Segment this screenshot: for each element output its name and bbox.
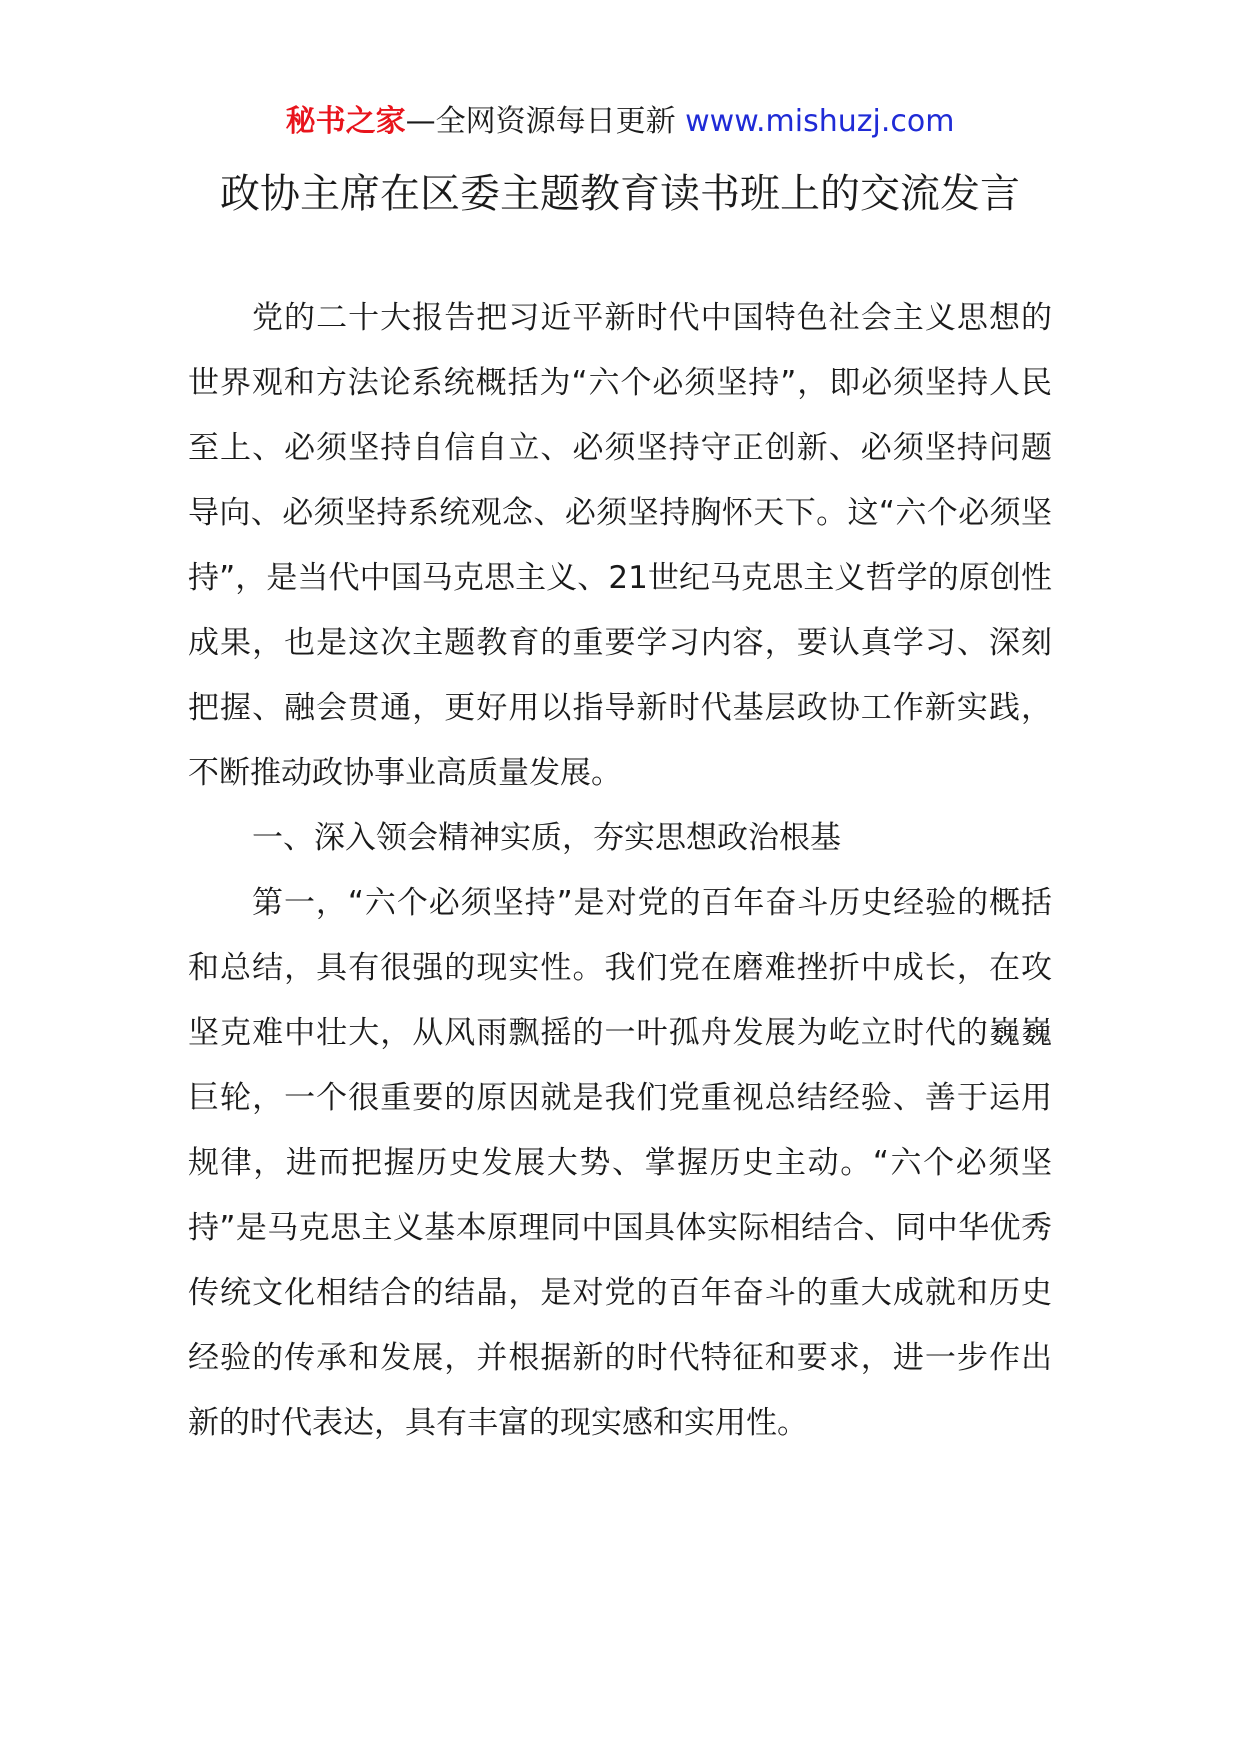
- document-title: 政协主席在区委主题教育读书班上的交流发言: [220, 171, 1020, 217]
- site-url[interactable]: www.mishuzj.com: [685, 104, 955, 139]
- paragraph-first-point: 第一，“六个必须坚持”是对党的百年奋斗历史经验的概括和总结，具有很强的现实性。我们党在磨难挫折中成长，在攻坚克难中壮大，从风雨飘摇的一叶孤舟发展为屹立时代的巍巍巨轮，一个很重要的原因就是我们党重视总结经验、善于运用规律，进而把握历史发展大势、掌握历史主动。“六个必须坚持”是马克思主义基本原理同中国具体实际相结合、同中华优秀传统文化相结合的结晶，是对党的百年奋斗的重大成就和历史经验的传承和发展，并根据新的时代特征和要求，进一步作出新的时代表达，具有丰富的现实感和实用性。: [188, 885, 1052, 1441]
- site-header: [0, 100, 1240, 144]
- document-body: [188, 286, 1052, 1456]
- section-heading: 一、深入领会精神实质，夯实思想政治根基: [252, 820, 841, 856]
- paragraph-intro: 党的二十大报告把习近平新时代中国特色社会主义思想的世界观和方法论系统概括为“六个必须坚持”，即必须坚持人民至上、必须坚持自信自立、必须坚持守正创新、必须坚持问题导向、必须坚持系统观念、必须坚持胸怀天下。这“六个必须坚持”，是当代中国马克思主义、21世纪马克思主义哲学的原创性成果，也是这次主题教育的重要学习内容，要认真学习、深刻把握、融会贯通，更好用以指导新时代基层政协工作新实践，不断推动政协事业高质量发展。: [188, 300, 1052, 791]
- site-slogan: —全网资源每日更新: [405, 104, 676, 139]
- site-brand: 秘书之家: [285, 104, 406, 139]
